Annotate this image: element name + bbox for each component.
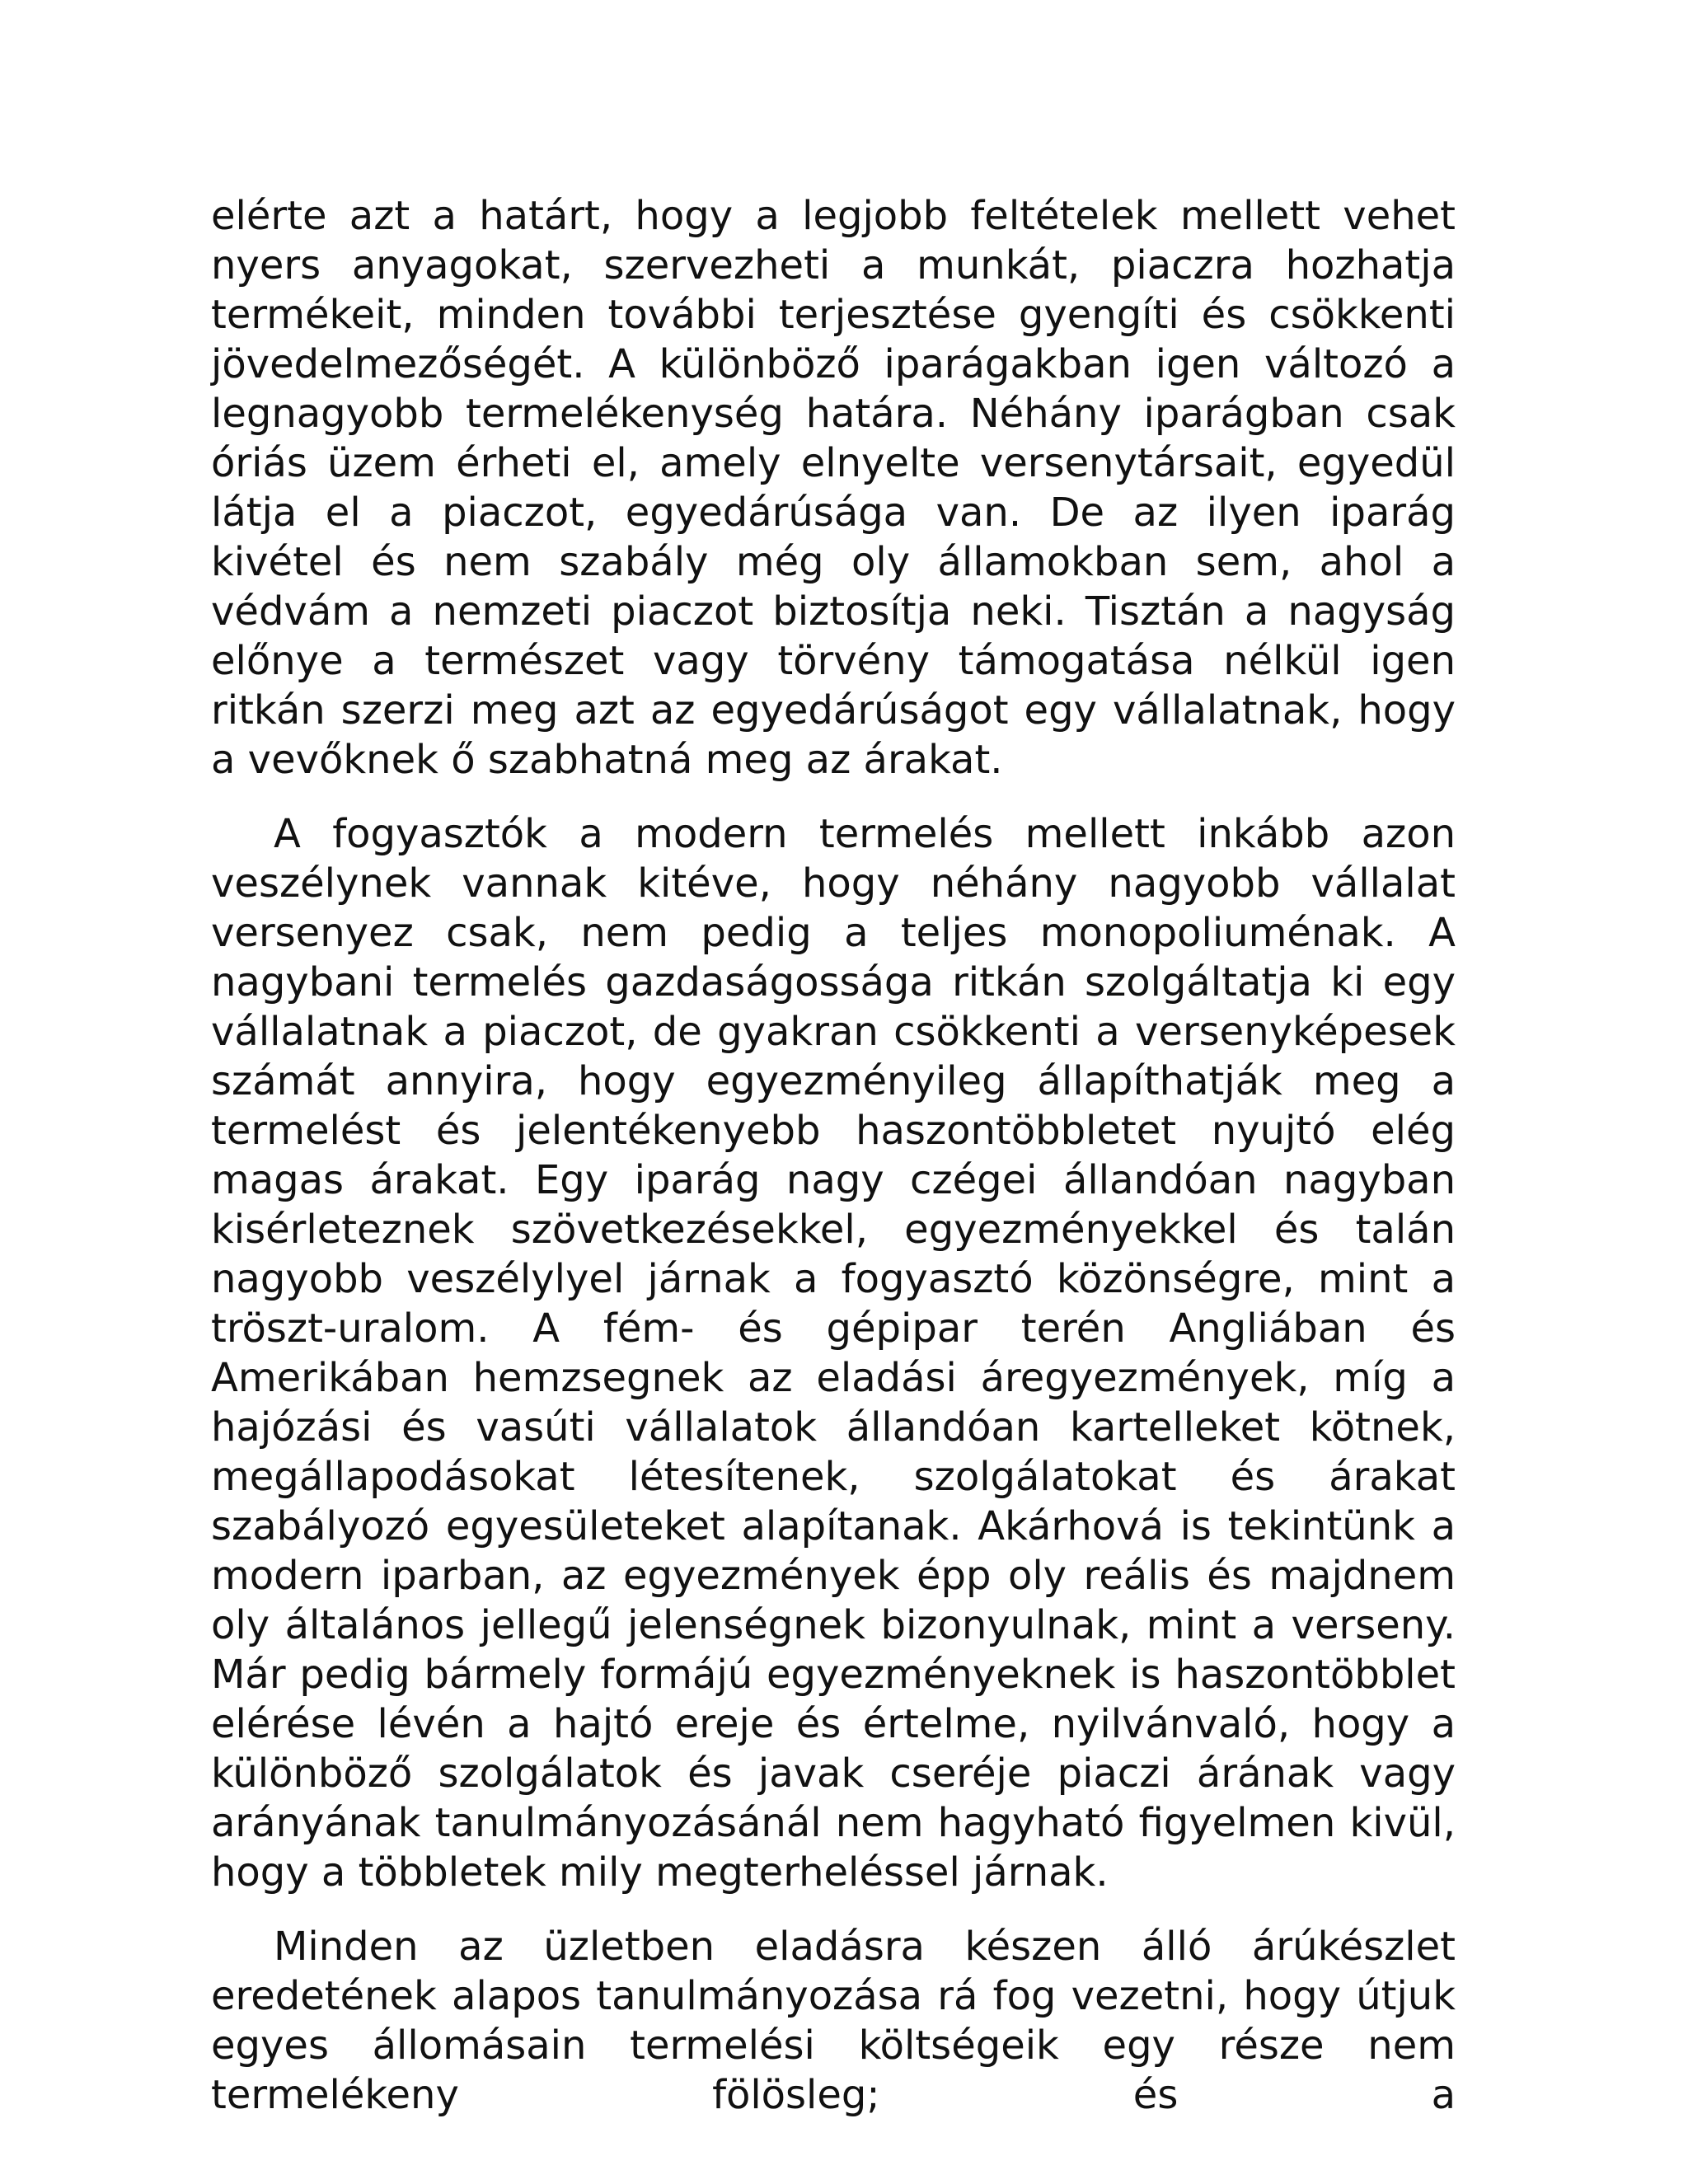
paragraph-1: elérte azt a határt, hogy a legjobb feltételek mellett vehet nyers anyagokat, szervezheti a munkát, piaczra hozhatja termékeit, minden további terjesztése gyengíti és csökkenti jövedelmezőségét. A különböző iparágakban igen változó a legnagyobb termelékenység határa. Néhány iparágban csak óriás üzem érheti el, amely elnyelte versenytársait, egyedül látja el a piaczot, egyedárúsága van. De az ilyen iparág kivétel és nem szabály még oly államokban sem, ahol a védvám a nemzeti piaczot biztosítja neki. Tisztán a nagyság előnye a természet vagy törvény támogatása nélkül igen ritkán szerzi meg azt az egyedárúságot egy vállalatnak, hogy a vevőknek ő szabhatná meg az árakat.	[211, 193, 1456, 783]
paragraph-3: Minden az üzletben eladásra készen álló árúkészlet eredetének alapos tanulmányozása rá fog vezetni, hogy útjuk egyes állomásain termelési költségeik egy része nem termelékeny fölösleg; és a	[211, 1924, 1456, 2118]
paragraph-2: A fogyasztók a modern termelés mellett inkább azon veszélynek vannak kitéve, hogy néhány nagyobb vállalat versenyez csak, nem pedig a teljes monopoliuménak. A nagybani termelés gazdaságossága ritkán szolgáltatja ki egy vállalatnak a piaczot, de gyakran csökkenti a versenyképesek számát annyira, hogy egyezményileg állapíthatják meg a termelést és jelentékenyebb haszontöbbletet nyujtó elég magas árakat. Egy iparág nagy czégei állandóan nagyban kisérleteznek szövetkezésekkel, egyezményekkel és talán nagyobb veszélylyel járnak a fogyasztó közönségre, mint a tröszt-uralom. A fém- és gépipar terén Angliában és Amerikában hemzsegnek az eladási áregyezmények, míg a hajózási és vasúti vállalatok állandóan kartelleket kötnek, megállapodásokat létesítenek, szolgálatokat és árakat szabályozó egyesületeket alapítanak. Akárhová is tekintünk a modern iparban, az egyezmények épp oly reális és majdnem oly általános jellegű jelenségnek bizonyulnak, mint a verseny. Már pedig bármely formájú egyezményeknek is haszontöbblet elérése lévén a hajtó ereje és értelme, nyilvánvaló, hogy a különböző szolgálatok és javak cseréje piaczi árának vagy arányának tanulmányozásánál nem hagyható figyelmen kivül, hogy a többletek mily megterheléssel járnak.	[211, 811, 1456, 1896]
document-page	[211, 191, 1456, 2144]
